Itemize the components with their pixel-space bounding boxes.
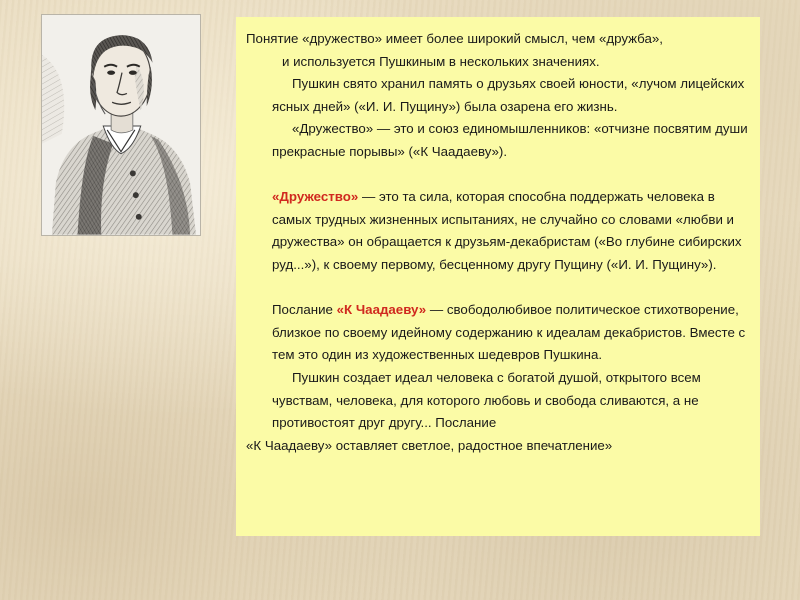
paragraph-friendship-force: [272, 186, 748, 276]
portrait-engraving: [42, 15, 200, 235]
spacer: [272, 277, 748, 300]
spacer: [272, 164, 748, 187]
paragraph-ideal-text: Пушкин создает идеал человека с богатой душой, открытого всем чувствам, человека, для которого любовь и свобода сливаются, а не противостоят друг другу... Послание: [272, 369, 701, 431]
text-panel: [236, 17, 760, 536]
paragraph-memory-text: Пушкин свято хранил память о друзьях своей юности, «лучом лицейских ясных дней» («И. И. Пущину») была озарена его жизнь.: [272, 76, 745, 114]
paragraph-union-text: «Дружество» — это и союз единомышленников: «отчизне посвятим души прекрасные порывы» («К Чаадаеву»).: [272, 121, 748, 159]
intro-paragraph: [246, 28, 748, 73]
paragraph-chaadaev-text: — свободолюбивое политическое стихотворение, близкое по своему идейному содержанию к идеалам декабристов. Вместе с тем это один из художественных шедевров Пушкина.: [272, 302, 746, 363]
paragraph-chaadaev-start: Послание: [272, 302, 337, 318]
intro-line-1: Понятие «дружество» имеет более широкий смысл, чем «дружба»,: [246, 31, 663, 46]
closing-line: «К Чаадаеву» оставляет светлое, радостное впечатление»: [246, 437, 613, 453]
portrait-image: [41, 14, 201, 236]
paragraph-chaadaev: [272, 299, 748, 367]
paragraph-memory: [272, 73, 748, 118]
intro-line-2: и используется Пушкиным в нескольких значениях.: [282, 53, 600, 69]
paragraph-union: [272, 118, 748, 163]
paragraph-ideal: [272, 367, 748, 435]
highlight-druzhestvo: «Дружество»: [272, 189, 359, 205]
highlight-k-chaadaevu: «К Чаадаеву»: [336, 302, 427, 318]
body-block: [246, 73, 748, 435]
paragraph-friendship-force-text: — это та сила, которая способна поддержать человека в самых трудных жизненных испытаниях, не случайно со словами «любви и дружества» он обращается к друзьям-декабристам («Во глубине сибирских руд...»), к своему первому, бесценному другу Пущину («И. И. Пущину»).: [272, 189, 742, 272]
